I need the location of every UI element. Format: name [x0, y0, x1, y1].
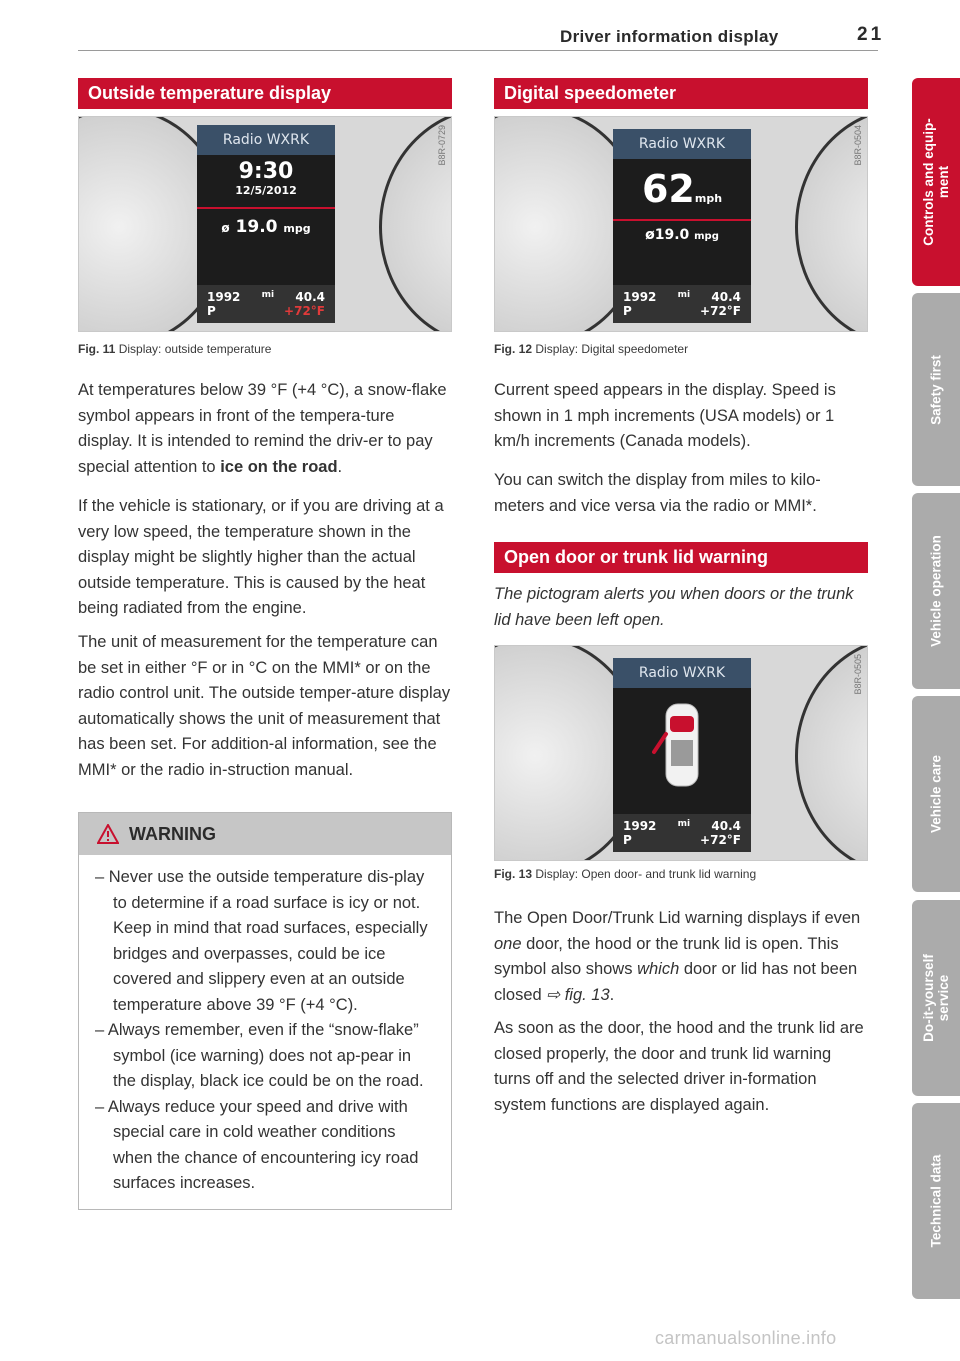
tab-safety[interactable] [912, 293, 960, 486]
paragraph-door-closed: As soon as the door, the hood and the trunk lid are closed properly, the door and trunk lid warning turns off and the selected driver in-formation system functions are displayed again. [494, 1019, 864, 1114]
watermark: carmanualsonline.info [655, 1328, 837, 1348]
figure-code: B8R-0504 [853, 125, 863, 166]
figure-door-warning [494, 645, 868, 861]
warning-triangle-icon [97, 824, 119, 844]
tab-label: Controls and equip- ment [921, 118, 951, 246]
paragraph-snowflake: At temperatures below 39 °F (+4 °C), a snow-flake symbol appears in front of the tempera-ture display. It is intended to remind the driv-er to pay special attention to ice on the road. [78, 381, 447, 476]
tab-technical-data[interactable] [912, 1103, 960, 1299]
figure-code: B8R-0729 [437, 125, 447, 166]
caption-fig11: Fig. 11 Display: outside temperature [78, 342, 272, 356]
tab-label: Vehicle operation [928, 535, 944, 647]
odometer-block: 1992 mi 40.4 P +72°F [613, 285, 751, 323]
tab-vehicle-operation[interactable] [912, 493, 960, 689]
tab-controls[interactable] [912, 78, 960, 286]
warning-list [79, 855, 451, 1197]
running-head: Driver information display [560, 27, 779, 46]
warning-title: WARNING [129, 823, 216, 844]
header-rule [78, 50, 878, 51]
tab-do-it-yourself[interactable] [912, 900, 960, 1096]
date: 12/5/2012 [235, 184, 297, 197]
display-screen [613, 658, 751, 852]
section-title-door-warning: Open door or trunk lid warning [494, 542, 868, 573]
figure-speedometer [494, 116, 868, 332]
odometer-block: 1992 mi 40.4 P +72°F [613, 814, 751, 852]
tab-label: Technical data [928, 1154, 944, 1248]
warning-item: – Always reduce your speed and drive with special care in cold weather conditions when the chance of encountering icy road surfaces increases. [95, 1097, 419, 1192]
radio-label: Radio WXRK [613, 129, 751, 159]
warning-item: – Always remember, even if the “snow-flake” symbol (ice warning) does not ap-pear in the display, black ice could be on the road. [95, 1021, 424, 1090]
section-title-speedometer: Digital speedometer [494, 78, 868, 109]
odometer-block: 1992 mi 40.4 P +72°F [197, 285, 335, 323]
paragraph-door-display: The Open Door/Trunk Lid warning displays if even one door, the hood or the trunk lid is open. This symbol also shows which door or lid has not been closed ⇨ fig. 13. [494, 909, 861, 1004]
paragraph-switch-units: You can switch the display from miles to kilo-meters and vice versa via the radio or MMI*. [494, 471, 821, 515]
paragraph-current-speed: Current speed appears in the display. Speed is shown in 1 mph increments (USA models) or 1 km/h increments (Canada models). [494, 381, 836, 450]
page-number: 21 [857, 24, 885, 45]
caption-fig13: Fig. 13 Display: Open door- and trunk lid warning [494, 867, 757, 881]
tab-vehicle-care[interactable] [912, 696, 960, 892]
figure-reference-link[interactable]: ⇨ fig. 13 [546, 985, 610, 1004]
display-screen [613, 129, 751, 323]
paragraph-stationary: If the vehicle is stationary, or if you are driving at a very low speed, the temperature shown in the display might be slightly higher than the actual outside temperature. This is caused by the heat being radiated from the engine. [78, 497, 444, 617]
warning-header [79, 813, 451, 855]
clock: 9:30 [238, 159, 294, 184]
divider [197, 207, 335, 209]
display-screen [197, 125, 335, 323]
warning-box [78, 812, 452, 1210]
figure-code: B8R-0505 [853, 654, 863, 695]
consumption-row: ø19.0 mpg [645, 227, 719, 243]
tab-label: Vehicle care [928, 754, 944, 834]
warning-item: – Never use the outside temperature dis-play to determine if a road surface is icy or not. Keep in mind that road surfaces, especially bridges and overpasses, could be ice covered and slippery even at an outside temperature above 39 °F (+4 °C). [95, 868, 428, 1014]
intro-door-warning: The pictogram alerts you when doors or the trunk lid have been left open. [494, 585, 854, 629]
consumption-row: ø 19.0 mpg [221, 217, 311, 237]
car-door-open-icon [652, 694, 712, 794]
caption-fig12: Fig. 12 Display: Digital speedometer [494, 342, 689, 356]
figure-outside-temp [78, 116, 452, 332]
speed-readout: 62mph [641, 167, 723, 211]
paragraph-unit: The unit of measurement for the temperature can be set in either °F or in °C on the MMI* or on the radio control unit. The outside temper-ature display automatically shows the unit of measurement that has been set. For addition-al information, see the MMI* or the radio in-struction manual. [78, 633, 451, 779]
section-title-outside-temp: Outside temperature display [78, 78, 452, 109]
tab-label: Safety first [928, 354, 944, 425]
divider [613, 219, 751, 221]
radio-label: Radio WXRK [613, 658, 751, 688]
tab-label: Do-it-yourself service [921, 954, 951, 1042]
radio-label: Radio WXRK [197, 125, 335, 155]
